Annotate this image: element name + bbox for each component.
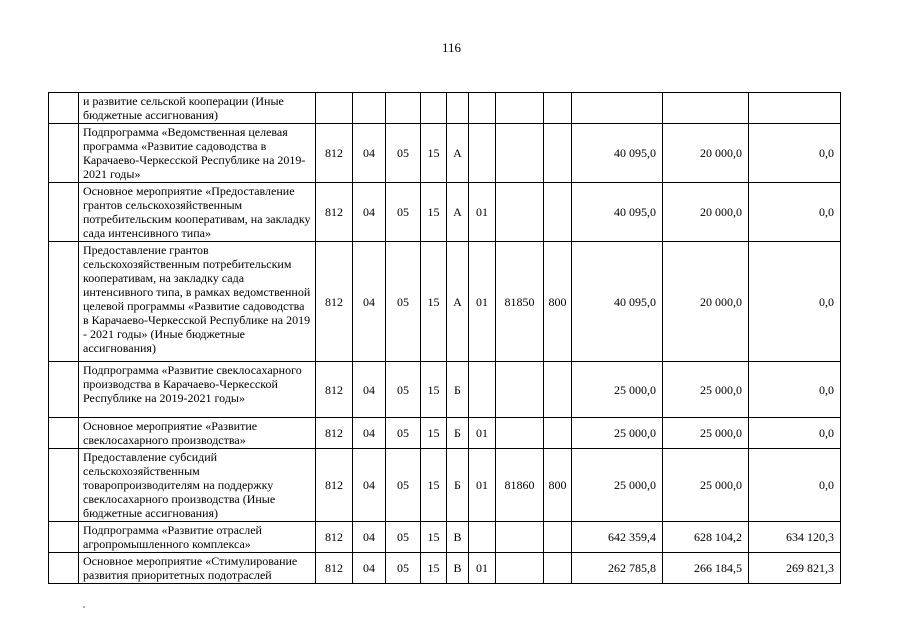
margin-cell	[49, 362, 79, 418]
table-row	[49, 362, 841, 418]
cell-p1	[421, 93, 447, 124]
cell-p2: А	[447, 183, 469, 242]
cell-grbs: 812	[316, 242, 353, 362]
cell-p4	[496, 362, 544, 418]
cell-grbs: 812	[316, 362, 353, 418]
page-number: 116	[441, 40, 462, 55]
row-name: Подпрограмма «Развитие отраслей агропромышленного комплекса»	[79, 522, 316, 553]
margin-cell	[49, 553, 79, 584]
table-row	[49, 242, 841, 362]
cell-pr: 05	[386, 418, 421, 449]
cell-vr	[544, 124, 572, 183]
cell-p1: 15	[421, 418, 447, 449]
cell-grbs: 812	[316, 522, 353, 553]
cell-y3: 0,0	[749, 183, 841, 242]
cell-p3	[469, 93, 496, 124]
cell-p1: 15	[421, 553, 447, 584]
cell-pr: 05	[386, 362, 421, 418]
cell-p3: 01	[469, 242, 496, 362]
margin-cell	[49, 449, 79, 522]
cell-p3	[469, 124, 496, 183]
cell-p1: 15	[421, 362, 447, 418]
cell-y3: 0,0	[749, 418, 841, 449]
cell-p4	[496, 553, 544, 584]
table-row	[49, 124, 841, 183]
cell-y1	[572, 93, 663, 124]
cell-y3: 269 821,3	[749, 553, 841, 584]
cell-y1: 262 785,8	[572, 553, 663, 584]
cell-y2: 266 184,5	[663, 553, 749, 584]
cell-pr: 05	[386, 449, 421, 522]
cell-p2: Б	[447, 418, 469, 449]
row-name: Предоставление субсидий сельскохозяйственным товаропроизводителям на поддержку свеклосахарного производства (Иные бюджетные ассигнования)	[79, 449, 316, 522]
cell-y1: 40 095,0	[572, 242, 663, 362]
cell-y1: 25 000,0	[572, 418, 663, 449]
table-row	[49, 93, 841, 124]
cell-pr: 05	[386, 124, 421, 183]
cell-p3: 01	[469, 183, 496, 242]
cell-p2: В	[447, 522, 469, 553]
cell-grbs: 812	[316, 449, 353, 522]
row-name: Подпрограмма «Ведомственная целевая программа «Развитие садоводства в Карачаево-Черкесской Республике на 2019-2021 годы»	[79, 124, 316, 183]
cell-vr	[544, 553, 572, 584]
table-row	[49, 418, 841, 449]
cell-p2	[447, 93, 469, 124]
scan-speck	[83, 606, 85, 608]
cell-y2	[663, 93, 749, 124]
cell-p4	[496, 522, 544, 553]
cell-grbs: 812	[316, 553, 353, 584]
row-name: Основное мероприятие «Предоставление грантов сельскохозяйственным потребительским кооперативам, на закладку сада интенсивного типа»	[79, 183, 316, 242]
cell-pr: 05	[386, 553, 421, 584]
cell-grbs: 812	[316, 418, 353, 449]
margin-cell	[49, 418, 79, 449]
budget-table	[48, 92, 841, 584]
cell-p3	[469, 522, 496, 553]
cell-y2: 20 000,0	[663, 183, 749, 242]
cell-rz: 04	[353, 124, 386, 183]
cell-vr: 800	[544, 449, 572, 522]
row-name: Предоставление грантов сельскохозяйственным потребительским кооперативам, на закладку сада интенсивного типа, в рамках ведомственной целевой программы «Развитие садоводства в Карачаево-Черкесской Республике на 2019 - 2021 годы» (Иные бюджетные ассигнования)	[79, 242, 316, 362]
margin-cell	[49, 124, 79, 183]
cell-p1: 15	[421, 242, 447, 362]
cell-y1: 25 000,0	[572, 449, 663, 522]
cell-p1: 15	[421, 449, 447, 522]
cell-p2: Б	[447, 362, 469, 418]
table-row	[49, 553, 841, 584]
row-name: и развитие сельской кооперации (Иные бюджетные ассигнования)	[79, 93, 316, 124]
cell-pr: 05	[386, 183, 421, 242]
row-name: Основное мероприятие «Стимулирование развития приоритетных подотраслей	[79, 553, 316, 584]
cell-rz: 04	[353, 449, 386, 522]
cell-y1: 25 000,0	[572, 362, 663, 418]
cell-y2: 628 104,2	[663, 522, 749, 553]
cell-vr	[544, 362, 572, 418]
cell-p4	[496, 93, 544, 124]
cell-p4: 81850	[496, 242, 544, 362]
cell-y1: 40 095,0	[572, 124, 663, 183]
cell-pr	[386, 93, 421, 124]
cell-vr	[544, 183, 572, 242]
row-name: Подпрограмма «Развитие свеклосахарного производства в Карачаево-Черкесской Республике на 2019-2021 годы»	[79, 362, 316, 418]
cell-p4	[496, 124, 544, 183]
cell-y3: 634 120,3	[749, 522, 841, 553]
table-row	[49, 449, 841, 522]
cell-p4	[496, 418, 544, 449]
cell-p3	[469, 362, 496, 418]
cell-grbs: 812	[316, 183, 353, 242]
cell-p3: 01	[469, 449, 496, 522]
cell-vr: 800	[544, 242, 572, 362]
cell-vr	[544, 418, 572, 449]
cell-y3: 0,0	[749, 449, 841, 522]
cell-y2: 20 000,0	[663, 242, 749, 362]
cell-grbs	[316, 93, 353, 124]
cell-y3	[749, 93, 841, 124]
cell-y2: 25 000,0	[663, 418, 749, 449]
cell-p4: 81860	[496, 449, 544, 522]
cell-vr	[544, 93, 572, 124]
cell-y3: 0,0	[749, 362, 841, 418]
cell-rz: 04	[353, 553, 386, 584]
cell-p3: 01	[469, 553, 496, 584]
row-name: Основное мероприятие «Развитие свеклосахарного производства»	[79, 418, 316, 449]
cell-p4	[496, 183, 544, 242]
cell-p3: 01	[469, 418, 496, 449]
margin-cell	[49, 93, 79, 124]
cell-p1: 15	[421, 183, 447, 242]
cell-pr: 05	[386, 522, 421, 553]
margin-cell	[49, 522, 79, 553]
cell-rz: 04	[353, 183, 386, 242]
cell-pr: 05	[386, 242, 421, 362]
cell-rz: 04	[353, 418, 386, 449]
cell-p1: 15	[421, 522, 447, 553]
cell-grbs: 812	[316, 124, 353, 183]
cell-vr	[544, 522, 572, 553]
cell-rz: 04	[353, 362, 386, 418]
cell-p2: А	[447, 124, 469, 183]
cell-y2: 25 000,0	[663, 449, 749, 522]
cell-rz	[353, 93, 386, 124]
table-row	[49, 522, 841, 553]
cell-rz: 04	[353, 242, 386, 362]
cell-y3: 0,0	[749, 242, 841, 362]
cell-p1: 15	[421, 124, 447, 183]
margin-cell	[49, 242, 79, 362]
table-row	[49, 183, 841, 242]
cell-y1: 40 095,0	[572, 183, 663, 242]
cell-y3: 0,0	[749, 124, 841, 183]
cell-y1: 642 359,4	[572, 522, 663, 553]
cell-y2: 20 000,0	[663, 124, 749, 183]
cell-p2: А	[447, 242, 469, 362]
cell-y2: 25 000,0	[663, 362, 749, 418]
margin-cell	[49, 183, 79, 242]
cell-p2: В	[447, 553, 469, 584]
cell-p2: Б	[447, 449, 469, 522]
cell-rz: 04	[353, 522, 386, 553]
